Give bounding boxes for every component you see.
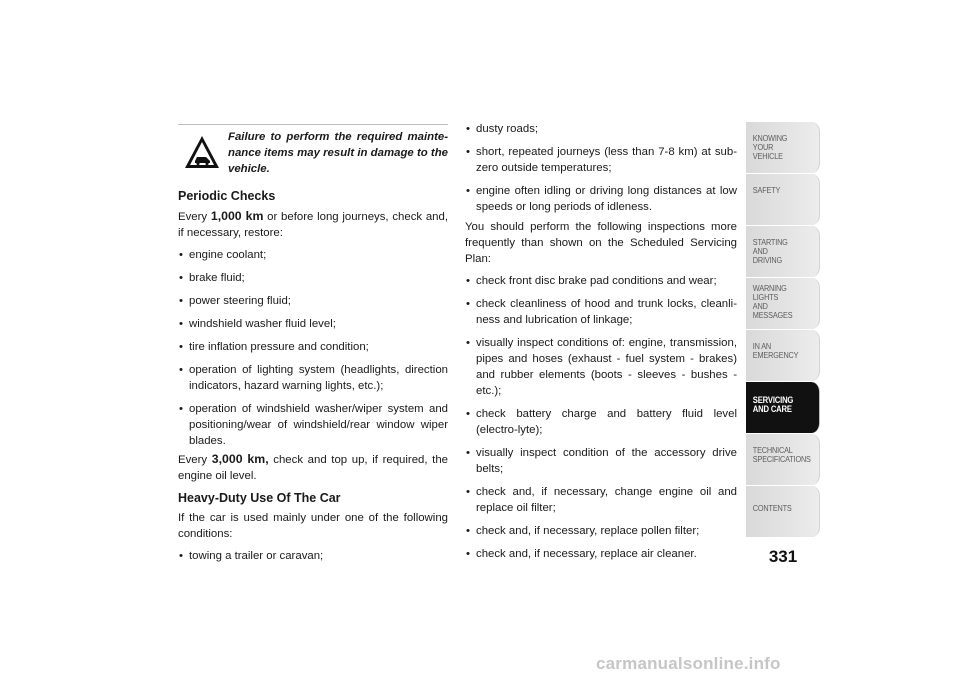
list-item: • dusty roads;	[465, 121, 737, 137]
tab-servicing-and-care[interactable]	[746, 382, 820, 433]
inspections-list	[465, 273, 737, 562]
every-prefix: Every	[178, 211, 208, 223]
list-item: • short, repeated journeys (less than 7-8 km) at sub-zero outside temperatures;	[465, 144, 737, 176]
every-1000-value: 1,000 km	[210, 209, 264, 223]
list-item: • visually inspect conditions of: engine, transmission, pipes and hoses (exhaust - fuel system - brakes) and rubber elements (boots - sleeves - bushes - etc.);	[465, 335, 737, 399]
list-item: • engine coolant;	[178, 247, 448, 263]
list-item: • brake fluid;	[178, 270, 448, 286]
tab-technical-specifications[interactable]	[746, 434, 820, 485]
tab-label: IN AN EMERGENCY	[752, 341, 799, 360]
list-item: • check and, if necessary, replace pollen filter;	[465, 523, 737, 539]
every-prefix: Every	[178, 454, 208, 466]
list-item: • visually inspect condition of the accessory drive belts;	[465, 445, 737, 477]
list-item: • operation of windshield washer/wiper system and positioning/wear of windshield/rear window wiper blades.	[178, 401, 448, 449]
every-3000-rest: check and top up, if required, the engine oil level.	[178, 454, 448, 482]
left-column	[178, 188, 448, 571]
page-number: 331	[768, 547, 798, 566]
warning-triangle-car-icon	[184, 135, 220, 169]
tab-in-an-emergency[interactable]	[746, 330, 820, 381]
list-item: • check battery charge and battery fluid level (electro-lyte);	[465, 406, 737, 438]
tab-label: KNOWING YOUR VEHICLE	[752, 133, 788, 161]
right-column	[465, 121, 737, 569]
list-item: • power steering fluid;	[178, 293, 448, 309]
list-item: • check and, if necessary, change engine oil and replace oil filter;	[465, 484, 737, 516]
list-item: • check and, if necessary, replace air cleaner.	[465, 546, 737, 562]
tab-warning-lights-and-messages[interactable]	[746, 278, 820, 329]
list-item: • operation of lighting system (headlights, direction indicators, hazard warning lights, etc.);	[178, 362, 448, 394]
tab-label: CONTENTS	[752, 503, 792, 513]
tab-contents[interactable]	[746, 486, 820, 537]
every-3000-value: 3,000 km,	[211, 452, 269, 466]
list-item: • check front disc brake pad conditions and wear;	[465, 273, 737, 289]
every-1000-rest: or before long journeys, check and, if necessary, restore:	[178, 211, 448, 239]
warning-text: Failure to perform the required mainte-nance items may result in damage to the vehicle.	[228, 131, 448, 175]
chapter-tabs	[746, 122, 820, 538]
every-3000-paragraph	[178, 451, 448, 484]
list-item: • towing a trailer or caravan;	[178, 548, 448, 564]
inspections-intro: You should perform the following inspections more frequently than shown on the Scheduled Servicing Plan:	[465, 221, 737, 265]
tab-safety[interactable]	[746, 174, 820, 225]
tab-label: STARTING AND DRIVING	[752, 237, 788, 265]
list-item: • tire inflation pressure and condition;	[178, 339, 448, 355]
list-item: • engine often idling or driving long distances at low speeds or long periods of idleness.	[465, 183, 737, 215]
heavy-duty-list	[178, 548, 448, 564]
periodic-checks-list	[178, 247, 448, 449]
tab-label: SAFETY	[752, 185, 781, 195]
heavy-duty-conditions-list	[465, 121, 737, 215]
warning-box	[178, 124, 448, 185]
every-1000-paragraph	[178, 208, 448, 241]
tab-label: TECHNICAL SPECIFICATIONS	[752, 445, 811, 464]
list-item: • windshield washer fluid level;	[178, 316, 448, 332]
tab-label: SERVICING AND CARE	[752, 395, 794, 414]
list-item: • check cleanliness of hood and trunk locks, cleanli-ness and lubrication of linkage;	[465, 296, 737, 328]
tab-label: WARNING LIGHTS AND MESSAGES	[752, 283, 793, 320]
tab-knowing-your-vehicle[interactable]	[746, 122, 820, 173]
heavy-duty-intro: If the car is used mainly under one of the following conditions:	[178, 512, 448, 540]
heavy-duty-heading: Heavy-Duty Use Of The Car	[178, 491, 341, 505]
periodic-checks-heading: Periodic Checks	[178, 189, 276, 203]
watermark: carmanualsonline.info	[596, 654, 781, 673]
tab-starting-and-driving[interactable]	[746, 226, 820, 277]
